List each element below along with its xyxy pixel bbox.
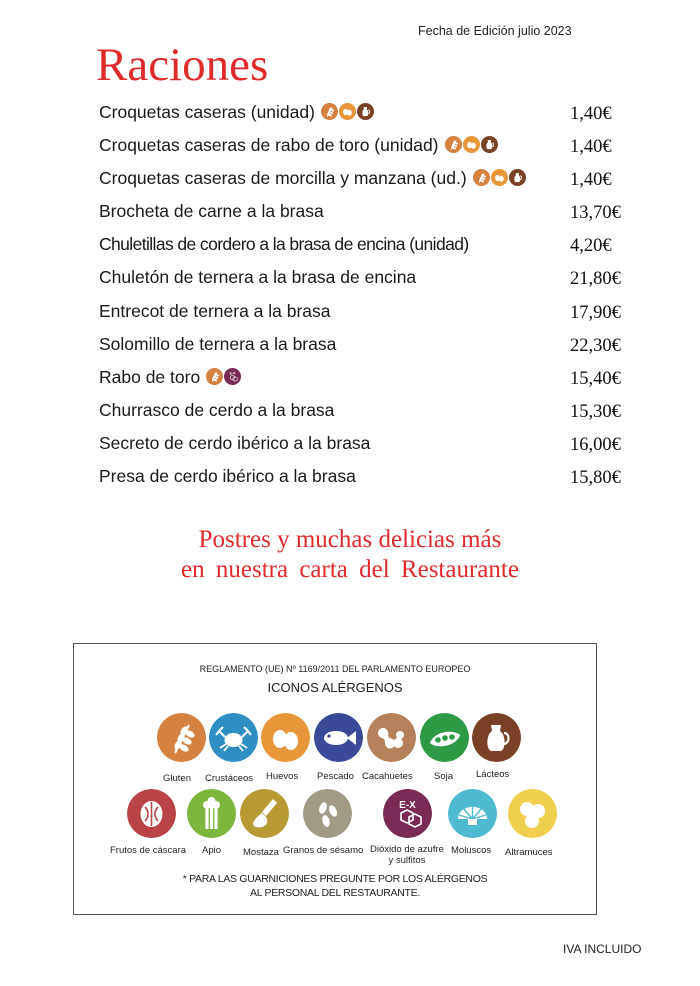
menu-item-name-text: Chuletón de ternera a la brasa de encina bbox=[99, 267, 417, 288]
menu-item-name-text: Brocheta de carne a la brasa bbox=[99, 201, 324, 222]
sulphite-icon bbox=[383, 789, 432, 838]
wheat-icon bbox=[445, 136, 462, 153]
allergen-label-moluscos bbox=[451, 845, 491, 856]
menu-item bbox=[99, 332, 639, 365]
menu-items-list bbox=[99, 100, 639, 497]
menu-item-name bbox=[99, 466, 356, 487]
menu-item-price: 15,30€ bbox=[570, 401, 621, 422]
menu-item bbox=[99, 464, 639, 497]
svg-text:E-X: E-X bbox=[229, 371, 236, 376]
lupin-icon bbox=[508, 789, 557, 838]
menu-item-allergen-icons bbox=[445, 136, 498, 153]
menu-item-name-text: Croquetas caseras de morcilla y manzana (ud.) bbox=[99, 168, 467, 189]
allergen-label-cacahuetes bbox=[362, 771, 413, 782]
menu-item-price: 13,70€ bbox=[570, 203, 621, 224]
eggs-icon bbox=[463, 136, 480, 153]
menu-item-name bbox=[99, 367, 241, 388]
allergen-legend bbox=[73, 643, 597, 915]
fish-icon bbox=[314, 713, 363, 762]
eggs-icon bbox=[491, 169, 508, 186]
menu-item-name-text: Entrecot de ternera a la brasa bbox=[99, 300, 331, 321]
wheat-icon bbox=[157, 713, 206, 762]
milk-jug-icon bbox=[472, 713, 521, 762]
menu-item-name bbox=[99, 234, 469, 255]
celery-icon bbox=[187, 789, 236, 838]
menu-item-name-text: Chuletillas de cordero a la brasa de encina (unidad) bbox=[99, 234, 469, 255]
shell-icon bbox=[448, 789, 497, 838]
allergen-label-huevos bbox=[266, 771, 298, 782]
menu-item bbox=[99, 265, 639, 298]
menu-item-price: 22,30€ bbox=[570, 335, 621, 356]
menu-item bbox=[99, 299, 639, 332]
allergen-label-line: y sulfitos bbox=[388, 855, 426, 866]
iva-notice: IVA INCLUIDO bbox=[563, 942, 642, 956]
allergen-label-line: Crustáceos bbox=[205, 773, 254, 784]
sesame-icon bbox=[303, 789, 352, 838]
promo-line-1: Postres y muchas delicias más bbox=[198, 526, 502, 553]
allergen-label-sulfitos bbox=[370, 844, 444, 866]
menu-item-name bbox=[99, 334, 336, 355]
menu-item-allergen-icons bbox=[321, 103, 374, 120]
allergen-label-apio bbox=[202, 845, 221, 856]
mustard-icon bbox=[240, 789, 289, 838]
allergen-label-sesamo bbox=[283, 845, 363, 856]
allergen-label-frutos bbox=[110, 845, 186, 856]
wheat-icon bbox=[321, 103, 338, 120]
eggs-icon bbox=[261, 713, 310, 762]
menu-item-name bbox=[99, 168, 526, 189]
menu-item-name-text: Croquetas caseras (unidad) bbox=[99, 102, 315, 122]
menu-item-price: 4,20€ bbox=[570, 236, 612, 257]
allergen-label-pescado bbox=[317, 771, 354, 782]
walnut-icon bbox=[127, 789, 176, 838]
allergen-label-line: Cacahuetes bbox=[362, 771, 413, 782]
wheat-icon bbox=[206, 368, 223, 385]
allergen-label-line: Gluten bbox=[163, 773, 191, 784]
peanut-icon bbox=[367, 713, 416, 762]
allergen-label-line: Granos de sésamo bbox=[283, 845, 364, 856]
menu-item-name bbox=[99, 267, 416, 288]
allergen-label-crustaceos bbox=[205, 773, 253, 784]
menu-item-price: 1,40€ bbox=[570, 137, 612, 158]
menu-item-name bbox=[99, 400, 334, 421]
allergen-label-line: Lácteos bbox=[476, 769, 510, 780]
allergen-label-line: Frutos de cáscara bbox=[110, 845, 187, 856]
allergen-label-line: Altramuces bbox=[505, 847, 553, 858]
menu-item-price: 1,40€ bbox=[570, 104, 612, 124]
allergen-label-line: Apio bbox=[202, 845, 222, 856]
menu-item-name-text: Secreto de cerdo ibérico a la brasa bbox=[99, 432, 371, 453]
crab-icon bbox=[209, 713, 258, 762]
menu-item bbox=[99, 398, 639, 431]
allergen-label-lacteos bbox=[476, 769, 509, 780]
allergen-note bbox=[74, 872, 596, 900]
menu-item-name-text: Croquetas caseras de rabo de toro (unidad) bbox=[99, 135, 439, 156]
allergen-label-line: Pescado bbox=[317, 771, 354, 782]
eggs-icon bbox=[339, 103, 356, 120]
menu-item-name bbox=[99, 201, 324, 222]
allergen-label-line: Soja bbox=[434, 771, 454, 782]
allergen-note-line-2: AL PERSONAL DEL RESTAURANTE. bbox=[250, 887, 420, 899]
menu-item-price: 1,40€ bbox=[570, 170, 612, 191]
menu-item-name bbox=[99, 102, 374, 123]
menu-item bbox=[99, 232, 639, 265]
menu-item-name bbox=[99, 301, 331, 322]
allergen-note-line-1: * PARA LAS GUARNICIONES PREGUNTE POR LOS ALÉRGENOS bbox=[182, 873, 488, 885]
allergen-label-soja bbox=[434, 771, 453, 782]
allergen-label-mostaza bbox=[243, 847, 279, 858]
menu-item-price: 17,90€ bbox=[570, 302, 621, 323]
regulation-text: REGLAMENTO (UE) Nº 1169/2011 DEL PARLAMENTO EUROPEO bbox=[199, 664, 471, 674]
allergen-label-gluten bbox=[163, 773, 191, 784]
allergen-label-altramuces bbox=[505, 847, 553, 858]
menu-item-price: 21,80€ bbox=[570, 269, 621, 290]
allergen-label-line: Moluscos bbox=[451, 845, 492, 856]
page-title: Raciones bbox=[96, 39, 269, 91]
svg-text:E-X: E-X bbox=[399, 800, 416, 811]
menu-item bbox=[99, 133, 639, 166]
menu-item-price: 15,80€ bbox=[570, 468, 621, 489]
menu-item bbox=[99, 166, 639, 199]
menu-item-name bbox=[99, 433, 370, 454]
promo-text bbox=[0, 525, 700, 585]
allergen-label-line: Mostaza bbox=[243, 847, 279, 858]
edition-date: Fecha de Edición julio 2023 bbox=[418, 24, 572, 38]
menu-item-allergen-icons bbox=[473, 169, 526, 186]
menu-item-name-text: Churrasco de cerdo a la brasa bbox=[99, 399, 335, 420]
menu-item bbox=[99, 431, 639, 464]
milk-jug-icon bbox=[357, 103, 374, 120]
menu-item-allergen-icons bbox=[206, 368, 241, 385]
promo-line-2: en nuestra carta del Restaurante bbox=[181, 556, 519, 583]
menu-item bbox=[99, 100, 639, 133]
menu-item-price: 16,00€ bbox=[570, 434, 621, 455]
sulphite-icon bbox=[224, 368, 241, 385]
menu-item-name-text: Rabo de toro bbox=[99, 366, 201, 387]
milk-jug-icon bbox=[509, 169, 526, 186]
allergen-legend-title: ICONOS ALÉRGENOS bbox=[267, 680, 403, 695]
menu-item-name-text: Solomillo de ternera a la brasa bbox=[99, 333, 337, 354]
allergen-label-line: Dióxido de azufre bbox=[370, 844, 444, 855]
milk-jug-icon bbox=[481, 136, 498, 153]
menu-item-price: 15,40€ bbox=[570, 368, 621, 389]
menu-item bbox=[99, 365, 639, 398]
allergen-label-line: Huevos bbox=[266, 771, 299, 782]
menu-item-name bbox=[99, 135, 498, 156]
menu-item bbox=[99, 199, 639, 232]
wheat-icon bbox=[473, 169, 490, 186]
menu-item-name-text: Presa de cerdo ibérico a la brasa bbox=[99, 466, 356, 487]
soy-icon bbox=[420, 713, 469, 762]
